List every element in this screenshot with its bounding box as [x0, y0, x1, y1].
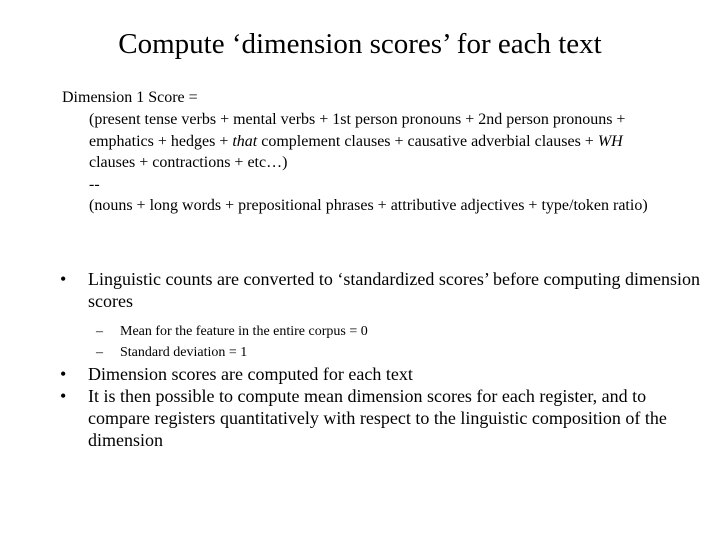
- sub-bullet-text: Mean for the feature in the entire corpus = 0: [120, 324, 368, 339]
- formula-negative-features: (nouns + long words + prepositional phrases + attributive adjectives + type/token ratio): [89, 197, 648, 215]
- formula-separator: --: [89, 175, 100, 193]
- sub-bullet-dash: –: [96, 345, 103, 360]
- bullet-dot: •: [60, 269, 67, 289]
- bullet-list: [60, 268, 700, 451]
- slide-title: Compute ‘dimension scores’ for each text: [118, 28, 602, 60]
- formula-wh-italic: WH: [597, 132, 623, 150]
- formula-positive-part-2: complement clauses + causative adverbial clauses +: [257, 132, 598, 150]
- bullet-dot: •: [60, 386, 67, 406]
- formula-positive-part-3: clauses + contractions + etc…): [89, 154, 288, 172]
- bullet-item-standardized: [60, 268, 700, 312]
- formula-that-italic: that: [232, 132, 258, 150]
- bullet-dot: •: [60, 364, 67, 384]
- sub-bullet-std-dev: [60, 342, 700, 363]
- bullet-item-compare: [60, 385, 700, 451]
- formula-positive-part-1: (present tense verbs + mental verbs + 1st person pronouns + 2nd person pronouns + emphatics + hedges +: [89, 111, 626, 150]
- bullet-text: Dimension scores are computed for each text: [88, 364, 413, 384]
- sub-bullet-text: Standard deviation = 1: [120, 345, 248, 360]
- dimension-heading: Dimension 1 Score =: [62, 89, 198, 106]
- bullet-text: Linguistic counts are converted to ‘standardized scores’ before computing dimension scores: [88, 269, 700, 311]
- bullet-text: It is then possible to compute mean dimension scores for each register, and to compare registers quantitatively with respect to the linguistic composition of the dimension: [88, 386, 667, 450]
- sub-bullet-mean: [60, 321, 700, 342]
- formula-positive-features: [89, 109, 649, 174]
- sub-bullet-dash: –: [96, 324, 103, 339]
- bullet-item-computed: [60, 363, 700, 385]
- dimension-formula: [89, 109, 649, 217]
